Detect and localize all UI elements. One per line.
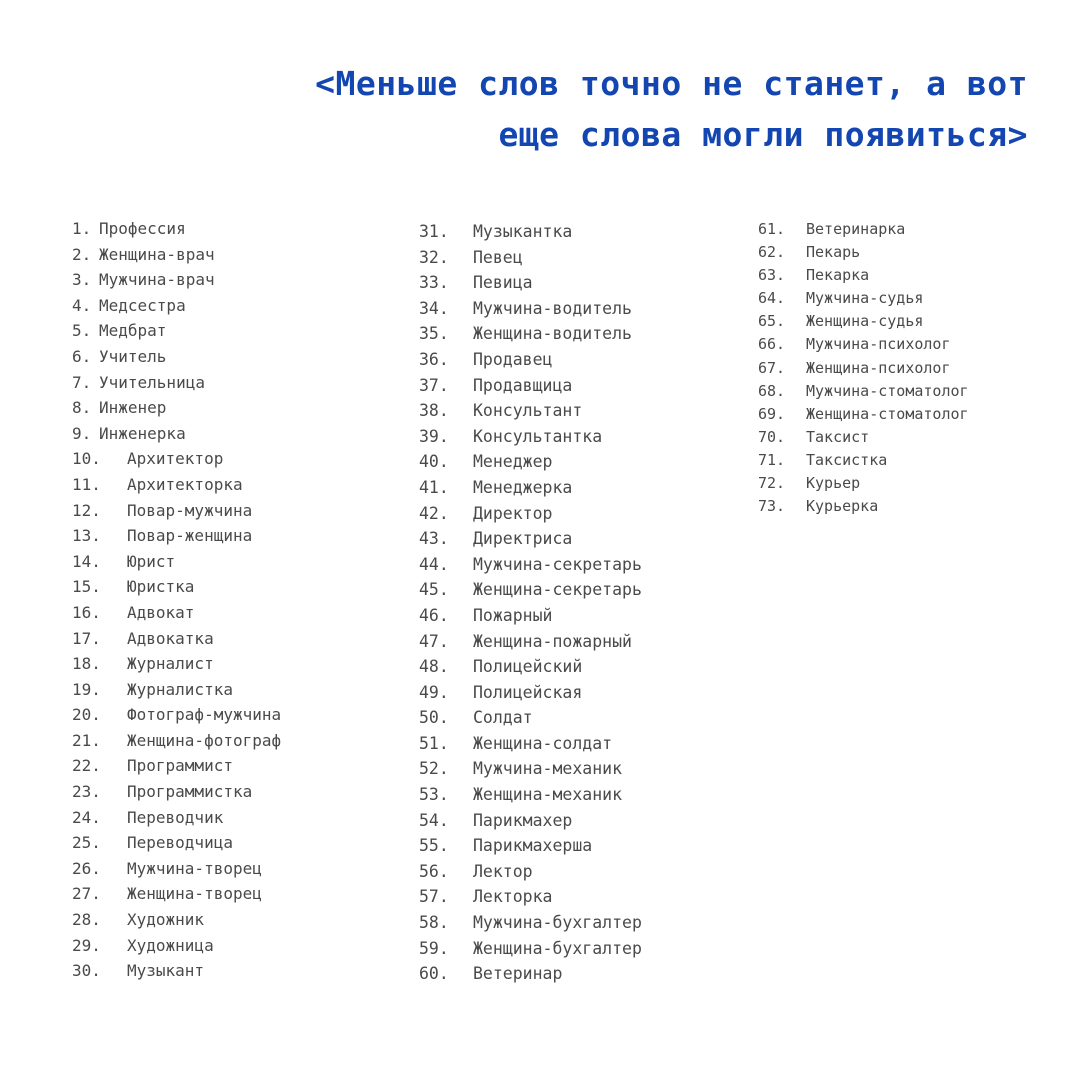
list-item-number: 36. <box>419 349 449 369</box>
list-item-label: Инженерка <box>99 423 186 443</box>
list-item-label: Женщина-пожарный <box>473 631 632 651</box>
list-item-label: Профессия <box>99 219 186 238</box>
list-item <box>419 552 642 578</box>
list-item <box>758 449 969 472</box>
list-item-label: Юрист <box>127 551 176 571</box>
list-item <box>419 910 642 936</box>
list-item-label: Мужчина-бухгалтер <box>473 913 642 933</box>
list-item-number: 61. <box>758 220 786 238</box>
list-item <box>72 830 281 856</box>
list-item <box>419 296 642 322</box>
list-item <box>419 833 642 859</box>
list-item-number: 3. <box>72 270 92 290</box>
list-item-number: 62. <box>758 243 786 262</box>
list-item-number: 55. <box>419 836 449 856</box>
list-item <box>419 603 642 629</box>
profession-list-column-1 <box>72 216 281 984</box>
list-item-label: Мужчина-стоматолог <box>806 381 969 400</box>
list-item-number: 37. <box>419 375 449 395</box>
list-item <box>72 702 281 728</box>
list-item-number: 40. <box>419 452 449 472</box>
list-item-label: Менеджерка <box>473 477 573 497</box>
list-item <box>72 753 281 779</box>
list-item-label: Мужчина-психолог <box>806 335 951 354</box>
list-item-number: 33. <box>419 273 449 293</box>
list-item-label: Полицейский <box>473 657 583 677</box>
list-item-label: Ветеринар <box>473 964 563 984</box>
list-item <box>72 498 281 524</box>
list-item-label: Директор <box>473 503 553 523</box>
list-item-number: 44. <box>419 554 449 574</box>
list-item-label: Солдат <box>473 708 533 728</box>
list-item-number: 59. <box>419 938 449 958</box>
page-title <box>315 58 1028 160</box>
list-item-label: Лекторка <box>473 887 553 907</box>
list-item-label: Женщина-творец <box>127 884 262 904</box>
list-item <box>419 654 642 680</box>
list-item-label: Таксист <box>806 427 870 446</box>
list-item-number: 70. <box>758 427 786 446</box>
list-item-label: Переводчик <box>127 807 224 827</box>
list-item-number: 21. <box>72 730 101 750</box>
list-item-number: 14. <box>72 551 101 571</box>
list-item-number: 17. <box>72 628 101 648</box>
list-item <box>758 218 969 241</box>
list-item-number: 28. <box>72 910 101 930</box>
list-item-number: 46. <box>419 605 449 625</box>
list-item-label: Музыкант <box>127 961 205 981</box>
list-item-label: Мужчина-механик <box>473 759 623 779</box>
list-item <box>72 907 281 933</box>
list-item <box>72 293 281 319</box>
list-item-label: Продавщица <box>473 375 573 395</box>
list-item <box>419 526 642 552</box>
list-item <box>758 380 969 403</box>
list-item <box>72 728 281 754</box>
list-item <box>72 805 281 831</box>
list-item-label: Женщина-бухгалтер <box>473 938 642 958</box>
list-item-label: Консультант <box>473 401 583 421</box>
list-item-label: Журналист <box>127 654 214 674</box>
list-item-number: 1. <box>72 219 92 238</box>
list-item-label: Курьерка <box>806 497 879 516</box>
list-item-number: 68. <box>758 381 786 400</box>
list-item-label: Женщина-психолог <box>806 358 951 377</box>
list-item-label: Певец <box>473 247 523 267</box>
list-item-number: 54. <box>419 810 449 830</box>
list-item-number: 34. <box>419 298 449 318</box>
list-item-label: Пекарь <box>806 243 861 262</box>
list-item-number: 15. <box>72 577 101 597</box>
list-item-label: Певица <box>473 273 533 293</box>
list-item-number: 20. <box>72 705 101 725</box>
list-item <box>419 936 642 962</box>
list-item-number: 16. <box>72 602 101 622</box>
list-item-label: Программистка <box>127 782 253 802</box>
list-item-label: Мужчина-водитель <box>473 298 632 318</box>
list-item-label: Повар-мужчина <box>127 500 253 520</box>
list-item <box>72 574 281 600</box>
list-item-label: Мужчина-секретарь <box>473 554 642 574</box>
list-item <box>72 933 281 959</box>
profession-list-column-3 <box>758 218 969 518</box>
list-item-label: Учитель <box>99 346 167 366</box>
list-item-label: Женщина-судья <box>806 312 924 331</box>
list-item-number: 69. <box>758 404 786 423</box>
list-item-label: Адвокатка <box>127 628 214 648</box>
list-item-label: Курьер <box>806 474 861 493</box>
list-item <box>419 859 642 885</box>
list-item <box>72 958 281 984</box>
list-item <box>72 344 281 370</box>
list-item-label: Лектор <box>473 861 533 881</box>
list-item-number: 18. <box>72 654 101 674</box>
list-item-number: 23. <box>72 782 101 802</box>
list-item-label: Программист <box>127 756 233 776</box>
list-item-number: 51. <box>419 733 449 753</box>
list-item-label: Юристка <box>127 577 195 597</box>
list-item <box>72 856 281 882</box>
list-item-number: 9. <box>72 423 92 443</box>
list-item-number: 11. <box>72 474 101 494</box>
list-item <box>419 756 642 782</box>
list-item-label: Мужчина-творец <box>127 858 262 878</box>
list-item-label: Фотограф-мужчина <box>127 705 282 725</box>
list-item-number: 8. <box>72 398 92 418</box>
list-item-number: 41. <box>419 477 449 497</box>
list-item-label: Художник <box>127 910 205 930</box>
list-item <box>758 264 969 287</box>
list-item <box>419 731 642 757</box>
list-item <box>72 626 281 652</box>
list-item-number: 63. <box>758 266 786 285</box>
list-item <box>419 629 642 655</box>
list-item-label: Учительница <box>99 372 205 392</box>
list-item-label: Переводчица <box>127 833 233 853</box>
list-item <box>72 267 281 293</box>
list-item <box>419 501 642 527</box>
list-item-number: 38. <box>419 401 449 421</box>
list-item-label: Парикмахерша <box>473 836 593 856</box>
list-item-label: Менеджер <box>473 452 553 472</box>
list-item-number: 25. <box>72 833 101 853</box>
list-item-label: Женщина-водитель <box>473 324 632 344</box>
list-item <box>72 472 281 498</box>
list-item-label: Пожарный <box>473 605 553 625</box>
list-item-number: 29. <box>72 935 101 955</box>
list-item-label: Архитектор <box>127 449 224 469</box>
list-item-number: 31. <box>419 222 449 241</box>
list-item-number: 67. <box>758 358 786 377</box>
list-item-number: 13. <box>72 526 101 546</box>
list-item <box>72 677 281 703</box>
list-item-number: 50. <box>419 708 449 728</box>
list-item <box>419 245 642 271</box>
list-item-number: 42. <box>419 503 449 523</box>
list-item-number: 2. <box>72 244 92 264</box>
list-item-number: 45. <box>419 580 449 600</box>
list-item-number: 56. <box>419 861 449 881</box>
list-item-number: 58. <box>419 913 449 933</box>
list-item <box>419 270 642 296</box>
list-item <box>758 403 969 426</box>
list-item-number: 64. <box>758 289 786 308</box>
list-item-label: Музыкантка <box>473 222 573 241</box>
list-item-label: Адвокат <box>127 602 195 622</box>
list-item <box>758 310 969 333</box>
list-item-number: 57. <box>419 887 449 907</box>
list-item-label: Парикмахер <box>473 810 573 830</box>
list-item <box>72 446 281 472</box>
list-item <box>72 242 281 268</box>
list-item <box>72 421 281 447</box>
list-item-number: 35. <box>419 324 449 344</box>
list-item <box>419 219 642 245</box>
profession-list-column-2 <box>419 219 642 987</box>
page-title-line-1: <Меньше слов точно не станет, а вот <box>315 64 1028 103</box>
list-item-number: 32. <box>419 247 449 267</box>
list-item <box>419 475 642 501</box>
list-item <box>758 357 969 380</box>
list-item-label: Полицейская <box>473 682 583 702</box>
list-item-number: 22. <box>72 756 101 776</box>
list-item-number: 52. <box>419 759 449 779</box>
list-item <box>419 398 642 424</box>
list-item-number: 53. <box>419 785 449 805</box>
list-item-label: Архитекторка <box>127 474 243 494</box>
list-item <box>419 373 642 399</box>
list-item-number: 65. <box>758 312 786 331</box>
list-item-number: 48. <box>419 657 449 677</box>
list-item-label: Художница <box>127 935 214 955</box>
list-item-label: Консультантка <box>473 426 603 446</box>
list-item <box>419 808 642 834</box>
list-item <box>419 705 642 731</box>
list-item-number: 60. <box>419 964 449 984</box>
list-item <box>419 321 642 347</box>
list-item-label: Ветеринарка <box>806 220 906 238</box>
list-item <box>419 347 642 373</box>
list-item-label: Журналистка <box>127 679 233 699</box>
list-item <box>72 600 281 626</box>
list-item <box>758 426 969 449</box>
list-item <box>72 651 281 677</box>
list-item-number: 4. <box>72 295 92 315</box>
list-item-number: 7. <box>72 372 92 392</box>
list-item <box>419 577 642 603</box>
list-item-label: Пекарка <box>806 266 870 285</box>
list-item <box>72 779 281 805</box>
list-item-number: 27. <box>72 884 101 904</box>
list-item-number: 19. <box>72 679 101 699</box>
list-item-label: Мужчина-врач <box>99 270 215 290</box>
list-item-number: 5. <box>72 321 92 341</box>
list-item-number: 26. <box>72 858 101 878</box>
list-item <box>758 495 969 518</box>
list-item-label: Инженер <box>99 398 167 418</box>
list-item <box>72 881 281 907</box>
list-item-number: 72. <box>758 474 786 493</box>
list-item-label: Женщина-фотограф <box>127 730 282 750</box>
list-item-label: Таксистка <box>806 450 888 469</box>
list-item <box>419 961 642 987</box>
list-item-number: 24. <box>72 807 101 827</box>
list-item-label: Женщина-солдат <box>473 733 613 753</box>
list-item-number: 47. <box>419 631 449 651</box>
list-item-label: Женщина-секретарь <box>473 580 642 600</box>
list-item-label: Медбрат <box>99 321 167 341</box>
list-item <box>419 782 642 808</box>
list-item-label: Медсестра <box>99 295 186 315</box>
list-item-label: Женщина-стоматолог <box>806 404 969 423</box>
list-item <box>758 287 969 310</box>
list-item-label: Продавец <box>473 349 553 369</box>
list-item-number: 49. <box>419 682 449 702</box>
list-item-label: Женщина-врач <box>99 244 215 264</box>
list-item <box>419 424 642 450</box>
list-item <box>72 370 281 396</box>
list-item <box>419 449 642 475</box>
list-item <box>419 680 642 706</box>
list-item-number: 30. <box>72 961 101 981</box>
list-item-label: Повар-женщина <box>127 526 253 546</box>
list-item <box>72 549 281 575</box>
list-item-label: Женщина-механик <box>473 785 623 805</box>
list-item <box>72 523 281 549</box>
list-item <box>758 472 969 495</box>
list-item <box>72 318 281 344</box>
list-item-label: Директриса <box>473 529 573 549</box>
page-title-line-2: еще слова могли появиться> <box>498 115 1028 154</box>
list-item-number: 73. <box>758 497 786 516</box>
list-item-number: 71. <box>758 450 786 469</box>
list-item-number: 43. <box>419 529 449 549</box>
list-item-number: 66. <box>758 335 786 354</box>
list-item-number: 12. <box>72 500 101 520</box>
list-item-label: Мужчина-судья <box>806 289 924 308</box>
list-item <box>758 241 969 264</box>
list-item <box>419 884 642 910</box>
list-item-number: 6. <box>72 346 92 366</box>
list-item-number: 10. <box>72 449 101 469</box>
list-item-number: 39. <box>419 426 449 446</box>
list-item <box>72 216 281 242</box>
list-item <box>758 333 969 356</box>
list-item <box>72 395 281 421</box>
